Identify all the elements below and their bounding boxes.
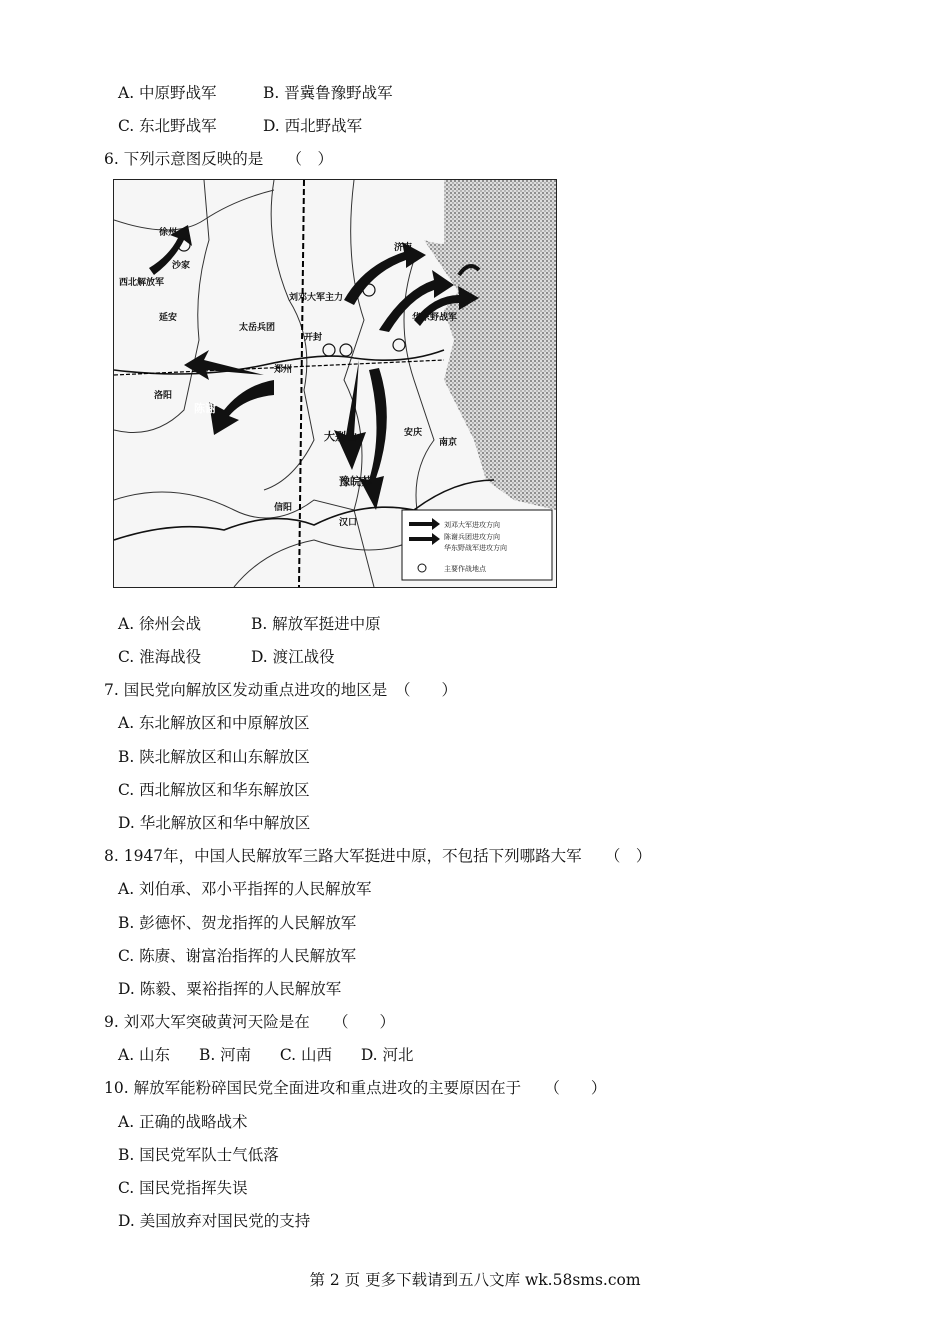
- q6-option-b: B. 解放军挺进中原: [250, 615, 381, 633]
- q7-stem: 7. 国民党向解放区发动重点进攻的地区是 （ ）: [104, 681, 457, 699]
- q5-options-row1: [118, 83, 393, 103]
- svg-text:陈谢兵团进攻方向: 陈谢兵团进攻方向: [444, 533, 500, 541]
- q6-option-c: C. 淮海战役: [118, 648, 202, 666]
- q8-stem: 8. 1947年，中国人民解放军三路大军挺进中原，不包括下列哪路大军 （ ）: [104, 847, 652, 865]
- svg-text:太岳兵团: 太岳兵团: [239, 323, 276, 333]
- svg-text:开封: 开封: [304, 333, 323, 343]
- q9-option-d: D. 河北: [360, 1046, 414, 1064]
- q5-options-row2: [118, 116, 362, 136]
- q6-option-d: D. 渡江战役: [250, 648, 335, 666]
- q10-option-b: B. 国民党军队士气低落: [118, 1146, 279, 1164]
- q7-option-d: D. 华北解放区和华中解放区: [118, 814, 311, 832]
- q10-stem: 10. 解放军能粉碎国民党全面进攻和重点进攻的主要原因在于 （ ）: [104, 1079, 607, 1097]
- q8-option-b: B. 彭德怀、贺龙指挥的人民解放军: [118, 914, 357, 932]
- q5-option-d: D. 西北野战军: [262, 117, 363, 135]
- q6-stem: 6. 下列示意图反映的是 （ ）: [104, 150, 333, 168]
- q6-options-row1: [118, 614, 381, 634]
- svg-text:汉口: 汉口: [339, 518, 358, 528]
- q8-option-a: A. 刘伯承、邓小平指挥的人民解放军: [118, 880, 372, 898]
- q8-option-d: D. 陈毅、粟裕指挥的人民解放军: [118, 980, 342, 998]
- q6-options-row2: [118, 647, 335, 667]
- svg-text:主要作战地点: 主要作战地点: [444, 565, 486, 573]
- svg-text:华东野战军: 华东野战军: [412, 313, 458, 323]
- q9-stem: 9. 刘邓大军突破黄河天险是在 （ ）: [104, 1013, 395, 1031]
- q5-option-c: C. 东北野战军: [118, 117, 217, 135]
- svg-text:大别山: 大别山: [324, 430, 357, 443]
- q10-option-a: A. 正确的战略战术: [118, 1113, 248, 1131]
- svg-text:沙家: 沙家: [172, 261, 191, 271]
- battle-map: [113, 179, 557, 588]
- q9-options-row: [118, 1045, 414, 1065]
- q6-option-a: A. 徐州会战: [118, 615, 202, 633]
- q5-option-a: A. 中原野战军: [118, 84, 217, 102]
- svg-text:南京: 南京: [439, 438, 458, 448]
- q5-option-b: B. 晋冀鲁豫野战军: [262, 84, 393, 102]
- svg-text:济南: 济南: [394, 243, 413, 253]
- svg-text:豫皖苏: 豫皖苏: [339, 475, 372, 488]
- svg-text:延安: 延安: [159, 313, 178, 323]
- q7-option-b: B. 陕北解放区和山东解放区: [118, 748, 310, 766]
- svg-text:郑州: 郑州: [274, 365, 293, 375]
- q7-option-a: A. 东北解放区和中原解放区: [118, 714, 310, 732]
- q10-option-d: D. 美国放弃对国民党的支持: [118, 1212, 311, 1230]
- q9-option-c: C. 山西: [279, 1046, 333, 1064]
- svg-text:西北解放军: 西北解放军: [119, 278, 165, 288]
- svg-text:陈谢: 陈谢: [194, 402, 216, 415]
- svg-text:刘邓大军主力: 刘邓大军主力: [289, 293, 344, 303]
- svg-text:信阳: 信阳: [274, 503, 293, 513]
- map-legend: [402, 510, 552, 580]
- q10-option-c: C. 国民党指挥失误: [118, 1179, 248, 1197]
- q8-option-c: C. 陈赓、谢富治指挥的人民解放军: [118, 947, 357, 965]
- battle-map-image: [114, 180, 556, 587]
- svg-text:安庆: 安庆: [404, 428, 423, 438]
- svg-text:刘邓大军进攻方向: 刘邓大军进攻方向: [444, 521, 500, 529]
- svg-text:洛阳: 洛阳: [154, 391, 173, 401]
- q9-option-b: B. 河南: [198, 1046, 252, 1064]
- svg-text:徐州: 徐州: [159, 228, 178, 238]
- q9-option-a: A. 山东: [118, 1046, 171, 1064]
- page-footer: 第 2 页 更多下载请到五八文库 wk.58sms.com: [309, 1271, 641, 1289]
- q7-option-c: C. 西北解放区和华东解放区: [118, 781, 310, 799]
- svg-text:华东野战军进攻方向: 华东野战军进攻方向: [444, 544, 507, 552]
